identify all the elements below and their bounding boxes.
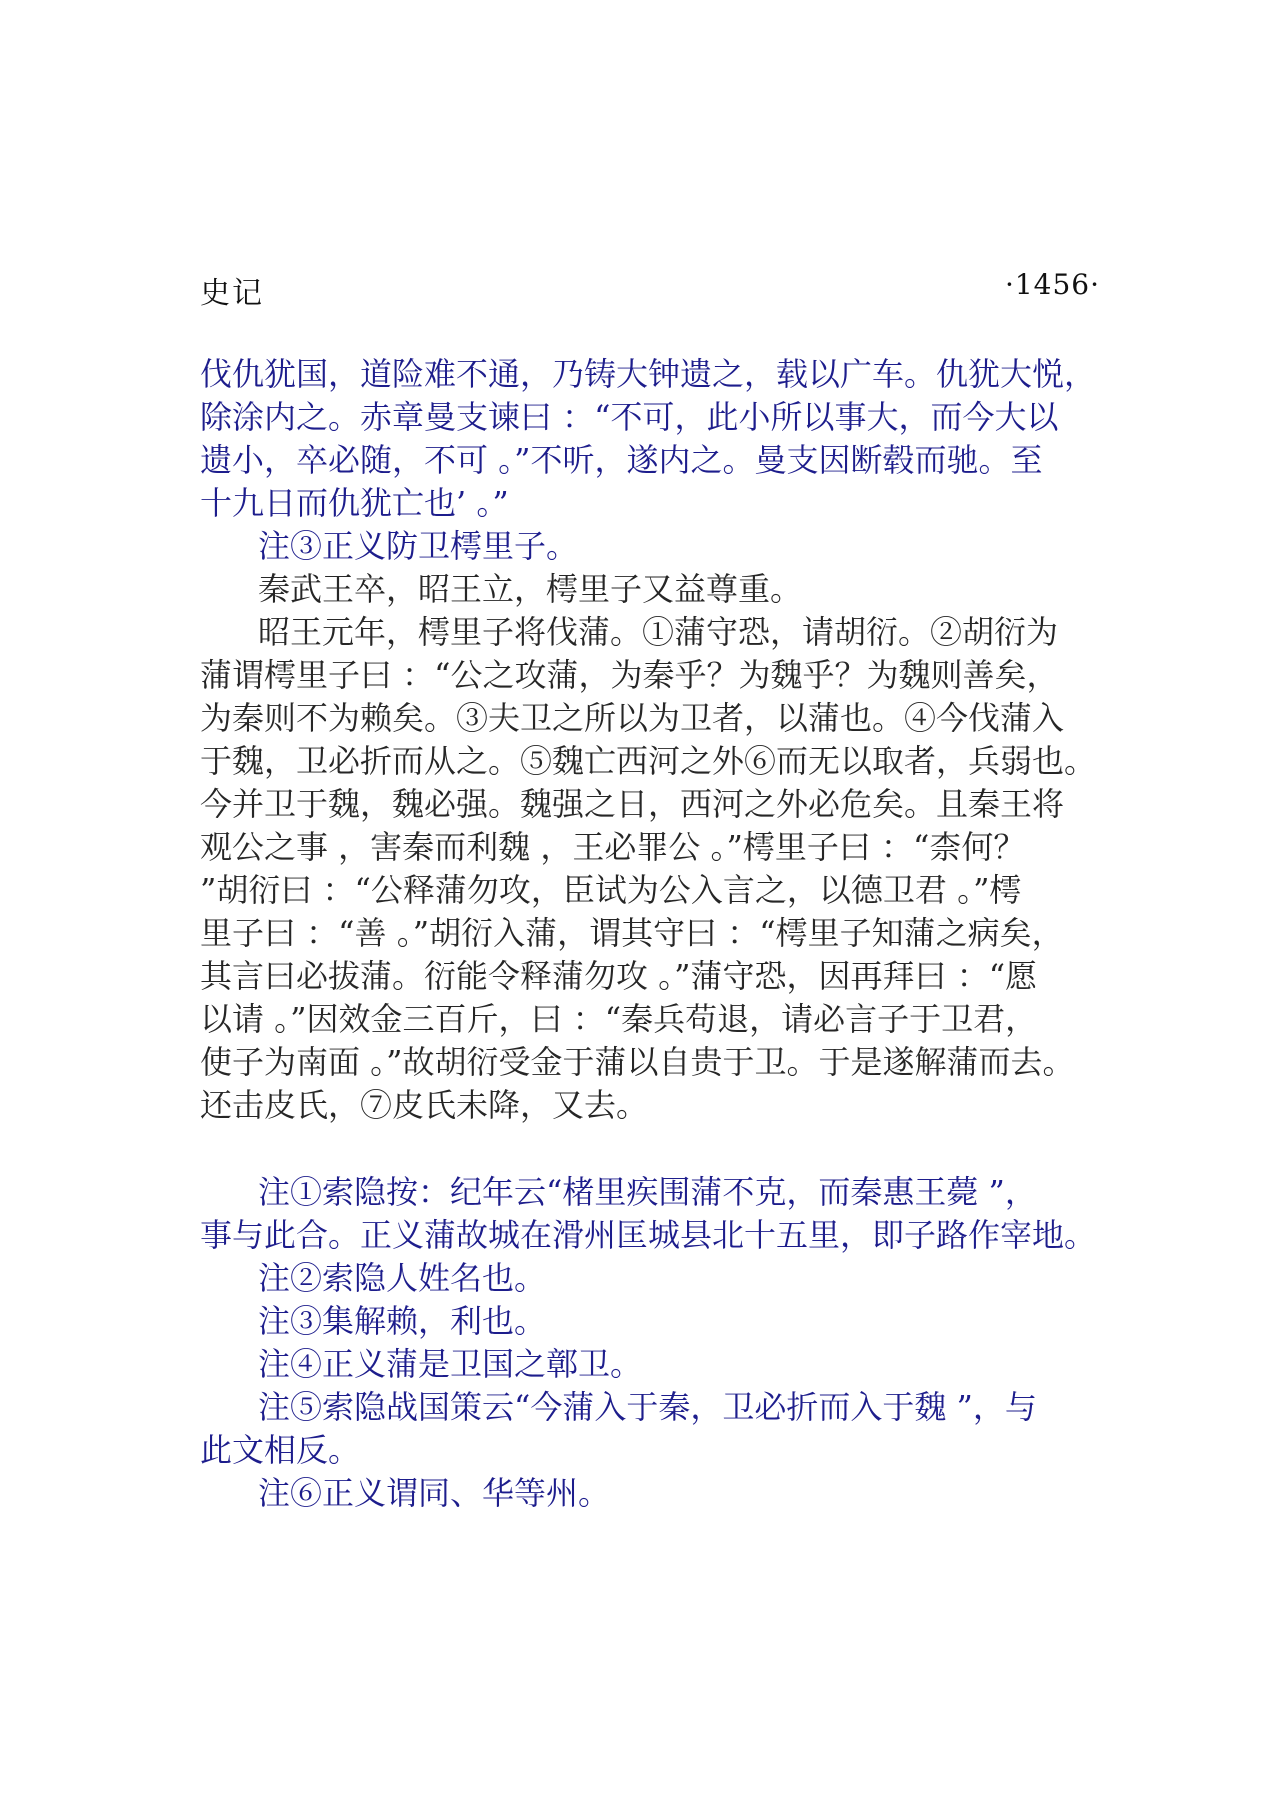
annotation-line: 注①索隐按：纪年云“楮里疾围蒲不克，而秦惠王薨 ”， [258,1173,1037,1211]
annotation-line: 此文相反。 [200,1431,361,1469]
text-body [200,353,1100,1515]
body-text-line: 为秦则不为赖矣。③夫卫之所以为卫者，以蒲也。④今伐蒲入 [200,699,1065,737]
annotation-line: 注④正义蒲是卫国之鄣卫。 [258,1345,643,1383]
annotation-line: 除涂内之。赤章曼支谏曰 ：“不可，此小所以事大，而今大以 [200,398,1059,436]
annotation-line: 注②索隐人姓名也。 [258,1259,547,1297]
annotation-line: 注③集解赖，利也。 [258,1302,547,1340]
body-text-line: 里子曰 ：“善 。”胡衍入蒲，谓其守曰 ：“樗里子知蒲之病矣， [200,914,1064,952]
body-text-line: 蒲谓樗里子曰 ：“公之攻蒲，为秦乎？为魏乎？为魏则善矣， [200,656,1059,694]
body-text-line: ”胡衍曰 ：“公释蒲勿攻，臣试为公入言之，以德卫君 。”樗 [200,871,1022,909]
body-text-line: 昭王元年，樗里子将伐蒲。①蒲守恐，请胡衍。②胡衍为 [258,613,1059,651]
body-text-line: 以请 。”因效金三百斤，曰 ：“秦兵苟退，请必言子于卫君， [200,1000,1038,1038]
body-text-line: 观公之事 ，害秦而利魏 ，王必罪公 。”樗里子曰 ：“柰何？ [200,828,1026,866]
annotation-line: 注③正义防卫樗里子。 [258,527,579,565]
annotation-line: 十九日而仇犹亡也’ 。” [200,484,509,522]
body-text-line: 还击皮氏，⑦皮氏未降，又去。 [200,1086,649,1124]
body-text-line: 其言曰必拔蒲。衍能令释蒲勿攻 。”蒲守恐，因再拜曰 ：“愿 [200,957,1038,995]
annotation-line: 注⑥正义谓同、华等州。 [258,1474,611,1512]
annotation-line: 事与此合。正义蒲故城在滑州匡城县北十五里，即子路作宰地。 [200,1216,1097,1254]
annotation-line: 注⑤索隐战国策云“今蒲入于秦，卫必折而入于魏 ”，与 [258,1388,1037,1426]
annotation-line: 遗小，卒必随，不可 。”不听，遂内之。曼支因断毂而驰。至 [200,441,1043,479]
paragraph-gap [200,1127,1100,1171]
book-title: 史记 [200,276,264,311]
body-text-line: 今并卫于魏，魏必强。魏强之日，西河之外必危矣。且秦王将 [200,785,1065,823]
annotation-line: 伐仇犹国，道险难不通，乃铸大钟遗之，载以广车。仇犹大悦， [200,355,1097,393]
page-header [200,268,1100,312]
body-text-line: 于魏，卫必折而从之。⑤魏亡西河之外⑥而无以取者，兵弱也。 [200,742,1097,780]
body-text-line: 使子为南面 。”故胡衍受金于蒲以自贵于卫。于是遂解蒲而去。 [200,1043,1075,1081]
page-number: ·1456· [1004,268,1100,301]
body-text-line: 秦武王卒，昭王立，樗里子又益尊重。 [258,570,803,608]
